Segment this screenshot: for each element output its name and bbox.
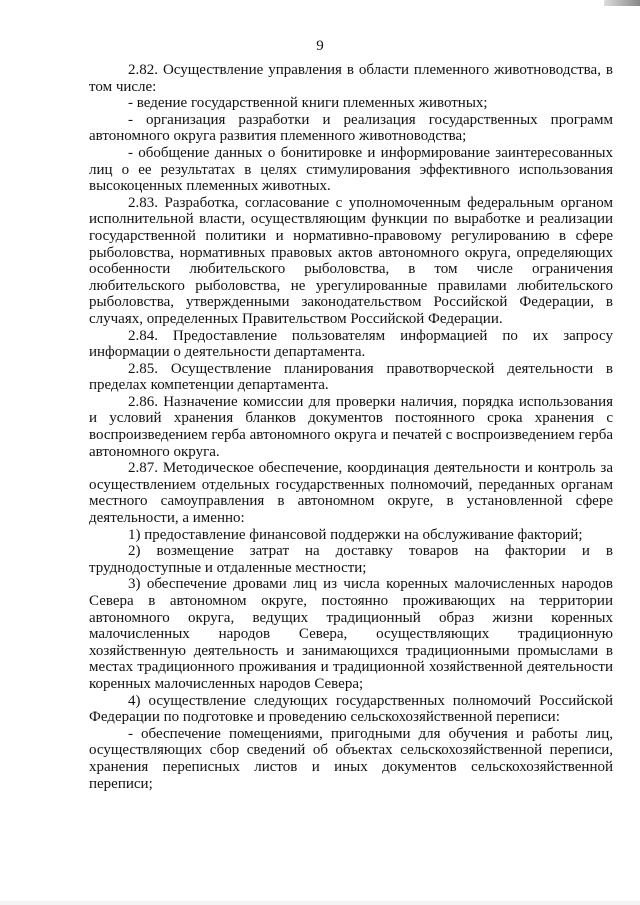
subitem-2: 2) возмещение затрат на доставку товаров на фактории и в труднодоступные и отдаленные местности; [89, 543, 613, 576]
scan-bottom-edge [0, 901, 640, 905]
paragraph-2-87: 2.87. Методическое обеспечение, координация деятельности и контроль за осуществлением отдельных государственных полномочий, переданных органам местного самоуправления в автономном округе, в установленной сфере деятельности, а именно: [89, 460, 613, 527]
subitem-3: 3) обеспечение дровами лиц из числа коренных малочисленных народов Севера в автономном округе, постоянно проживающих на территории автономного округа, ведущих традиционный образ жизни коренных малочисленных народов Севера, осуществляющих традиционную хозяйственную деятельность и занимающихся традиционными промыслами в местах традиционного проживания и традиционной хозяйственной деятельности коренных малочисленных народов Севера; [89, 576, 613, 692]
paragraph-2-82: 2.82. Осуществление управления в области племенного животноводства, в том числе: [89, 62, 613, 95]
paragraph-2-83: 2.83. Разработка, согласование с уполномоченным федеральным органом исполнительной власти, осуществляющим функции по выработке и реализации государственной политики и нормативно-правовому регулированию в сфере рыболовства, нормативных правовых актов автономного округа, определяющих особенности любительского рыболовства, в том числе ограничения любительского рыболовства, не урегулированные правилами любительского рыболовства, утвержденными законодательством Российской Федерации, в случаях, определенных Правительством Российской Федерации. [89, 194, 613, 327]
document-body [89, 62, 613, 792]
subitem-1: 1) предоставление финансовой поддержки на обслуживание факторий; [128, 526, 583, 543]
list-item-premises: - обеспечение помещениями, пригодными для обучения и работы лиц, осуществляющих сбор сведений об объектах сельскохозяйственной переписи, хранения переписных листов и иных документов сельскохозяйственной переписи; [89, 725, 613, 792]
list-item-bonitation: - обобщение данных о бонитировке и информирование заинтересованных лиц о ее результатах в целях стимулирования эффективного использования высокоценных племенных животных. [89, 144, 613, 195]
paragraph-2-86: 2.86. Назначение комиссии для проверки наличия, порядка использования и условий хранения бланков документов постоянного срока хранения с воспроизведением герба автономного округа и печатей с воспроизведением герба автономного округа. [89, 393, 613, 460]
subitem-4: 4) осуществление следующих государственных полномочий Российской Федерации по подготовке и проведению сельскохозяйственной переписи: [89, 692, 613, 726]
page-number: 9 [316, 38, 324, 54]
paragraph-2-84: 2.84. Предоставление пользователям информацией по их запросу информации о деятельности департамента. [89, 327, 613, 361]
list-item-book: - ведение государственной книги племенных животных; [128, 95, 488, 112]
scan-edge-mark [604, 0, 640, 6]
list-item-programs: - организация разработки и реализация государственных программ автономного округа развития племенного животноводства; [89, 111, 613, 145]
paragraph-2-85: 2.85. Осуществление планирования правотворческой деятельности в пределах компетенции департамента. [89, 360, 613, 394]
